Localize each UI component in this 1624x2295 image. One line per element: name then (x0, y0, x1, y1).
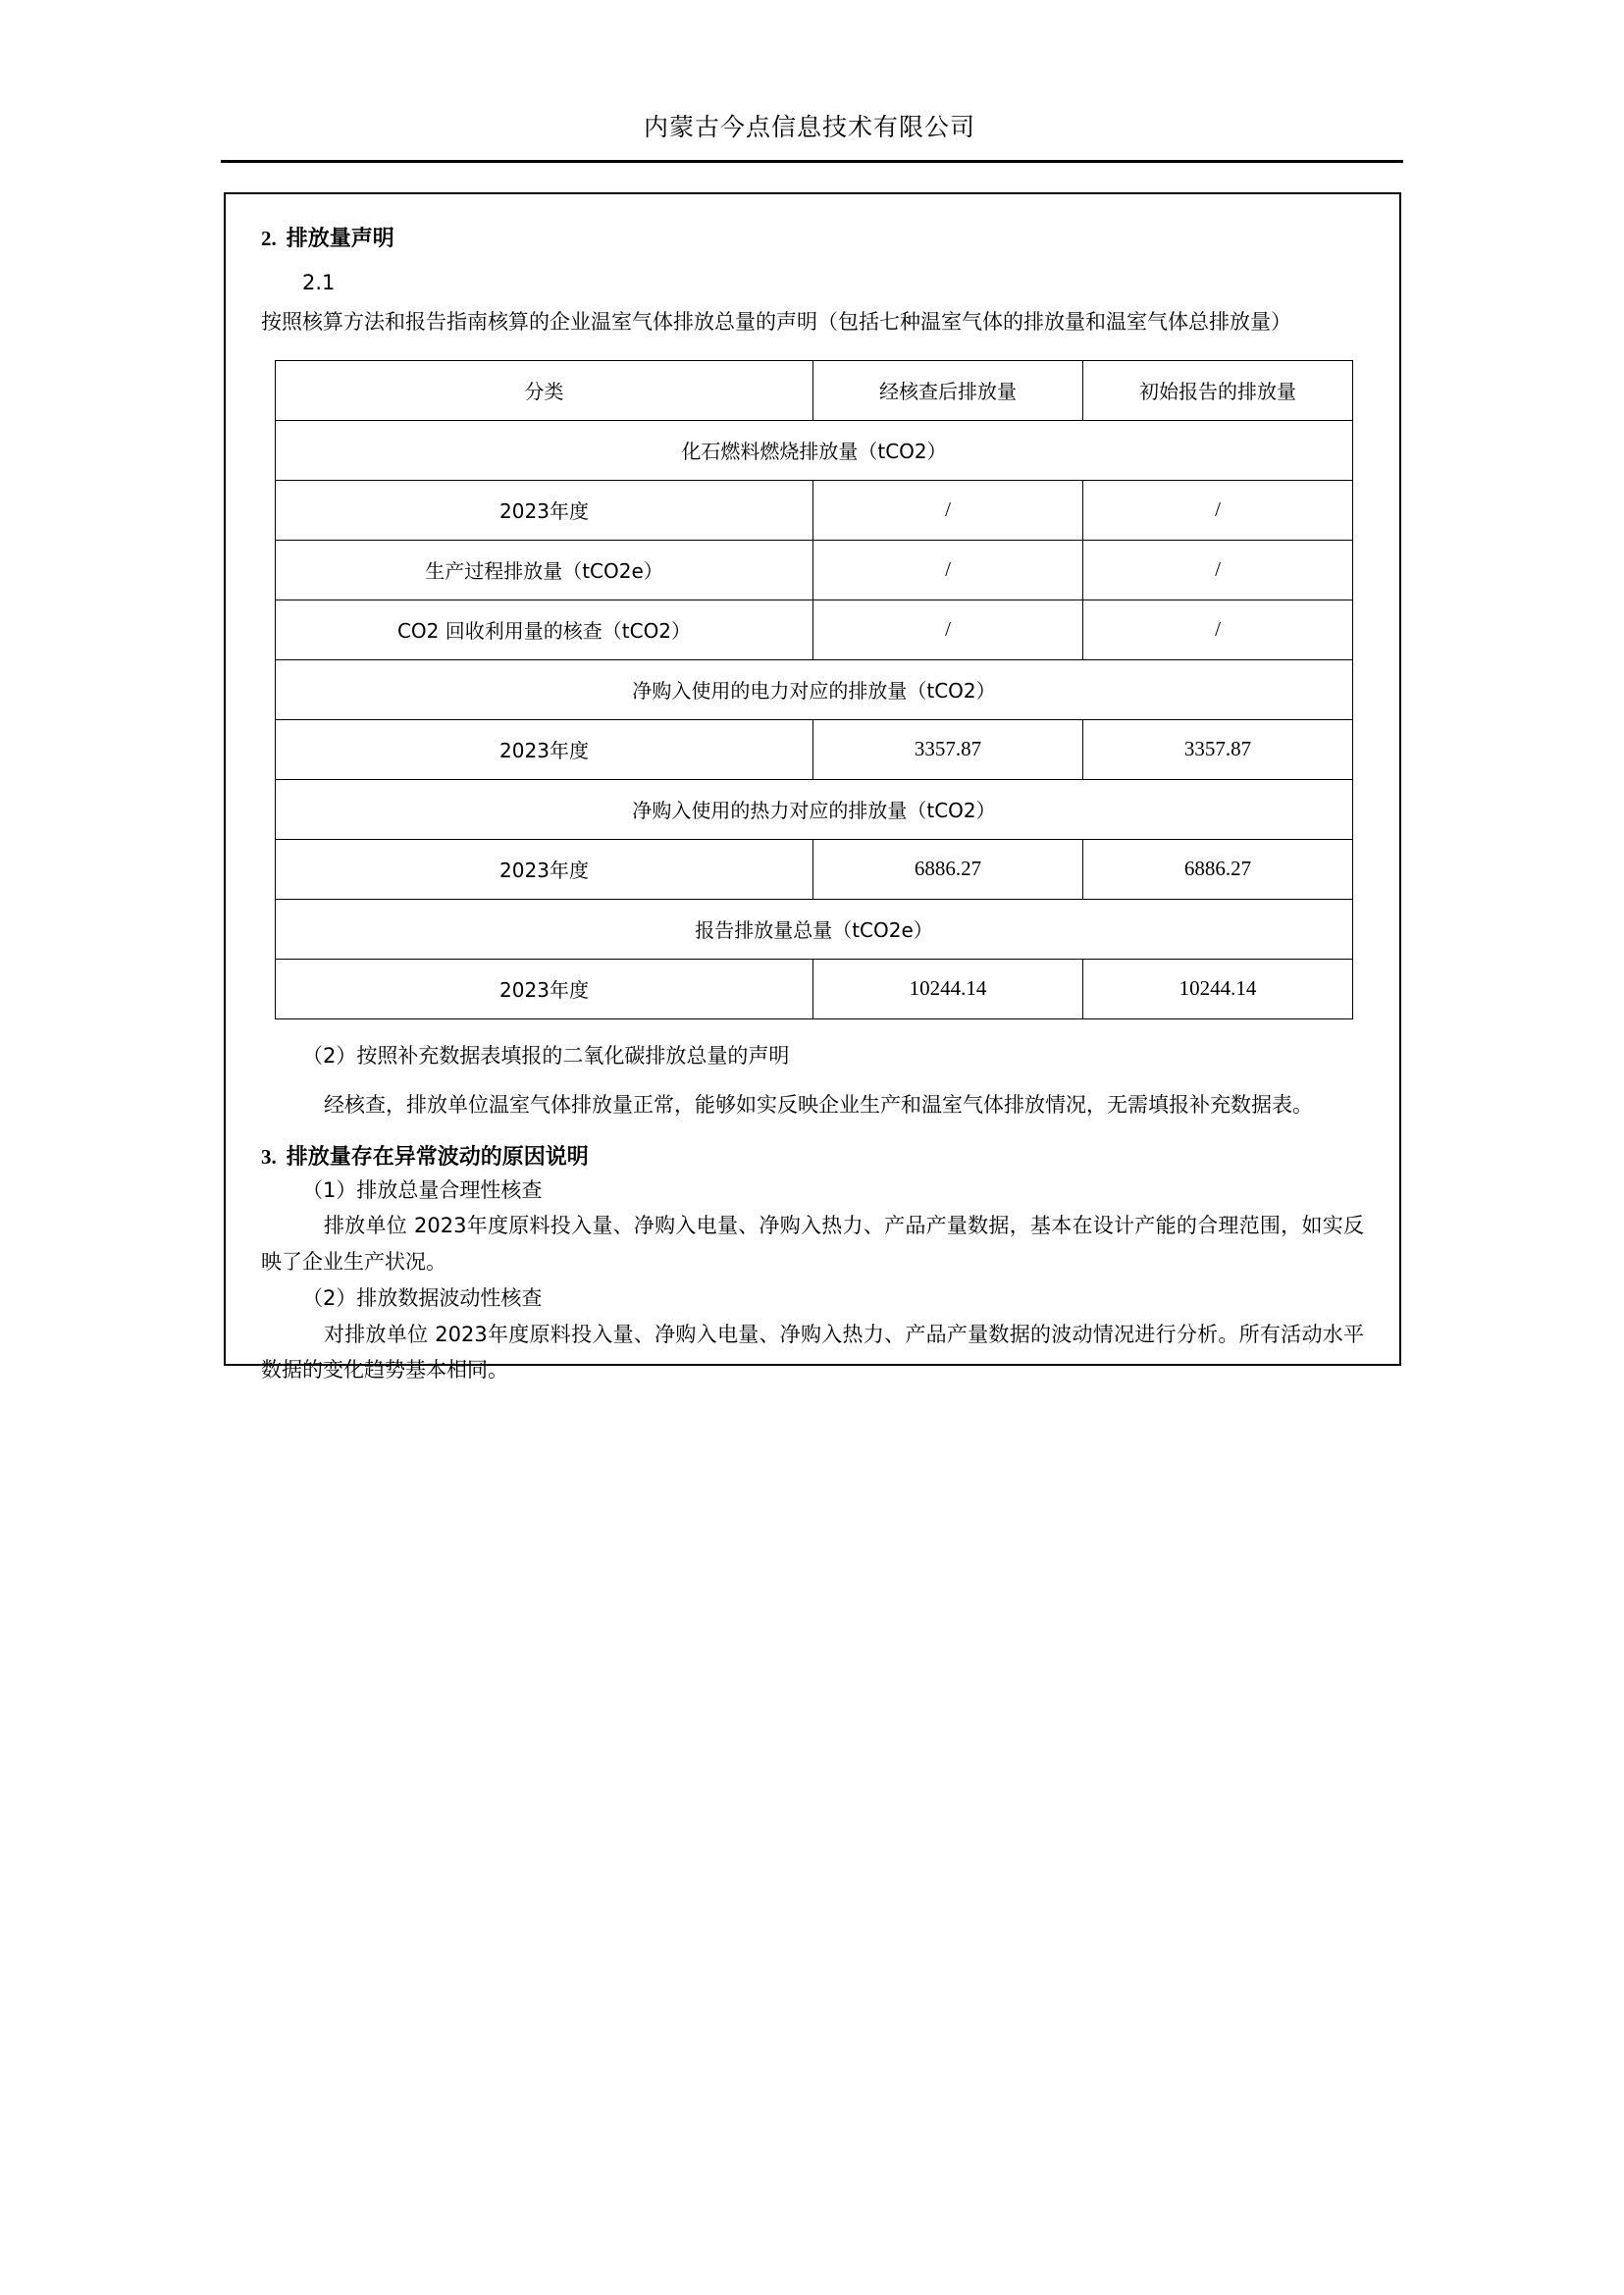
table-row (276, 480, 1353, 540)
table-row (276, 719, 1353, 779)
section-2-item2-body: 经核查，排放单位温室气体排放量正常，能够如实反映企业生产和温室气体排放情况，无需填报补充数据表。 (324, 1092, 1313, 1117)
table-group-label: 净购入使用的电力对应的排放量（tCO2） (276, 659, 1353, 719)
header-divider (221, 160, 1403, 163)
table-row (276, 600, 1353, 659)
section-2-1-paragraph (261, 264, 1364, 342)
table-header-initial: 初始报告的排放量 (1083, 360, 1353, 420)
table-cell-label: 2023年度 (276, 839, 813, 899)
table-row (276, 839, 1353, 899)
table-row (276, 540, 1353, 600)
section-3-heading (261, 1140, 1364, 1171)
table-row (276, 899, 1353, 959)
section-3-number: 3. (261, 1144, 277, 1169)
table-row (276, 959, 1353, 1018)
table-group-label: 化石燃料燃烧排放量（tCO2） (276, 420, 1353, 480)
section-3-item1-body: 排放单位 2023年度原料投入量、净购入电量、净购入热力、产品产量数据，基本在设计产能的合理范围，如实反映了企业生产状况。 (261, 1214, 1364, 1275)
table-cell-initial: / (1083, 480, 1353, 540)
section-2-1-number: 2.1 (302, 271, 336, 294)
table-row (276, 659, 1353, 719)
section-2-number: 2. (261, 227, 277, 250)
table-cell-verified: 3357.87 (813, 719, 1083, 779)
table-row (276, 420, 1353, 480)
table-cell-initial: / (1083, 600, 1353, 659)
table-row (276, 779, 1353, 839)
section-3-item1-title: （1）排放总量合理性核查 (302, 1177, 543, 1202)
table-cell-label: 2023年度 (276, 959, 813, 1018)
section-3-item2-body: 对排放单位 2023年度原料投入量、净购入电量、净购入热力、产品产量数据的波动情况进行分析。所有活动水平数据的变化趋势基本相同。 (261, 1322, 1364, 1382)
table-header-row (276, 360, 1353, 420)
table-header-category: 分类 (276, 360, 813, 420)
section-2-item2-title: （2）按照补充数据表填报的二氧化碳排放总量的声明 (302, 1043, 790, 1068)
section-2-heading (261, 222, 1364, 252)
section-2-1-text: 按照核算方法和报告指南核算的企业温室气体排放总量的声明（包括七种温室气体的排放量和温室气体总排放量） (261, 309, 1291, 334)
table-cell-verified: / (813, 600, 1083, 659)
section-3-item2-title: （2）排放数据波动性核查 (302, 1285, 543, 1310)
table-group-label: 报告排放量总量（tCO2e） (276, 899, 1353, 959)
table-cell-verified: / (813, 480, 1083, 540)
table-cell-verified: 6886.27 (813, 839, 1083, 899)
table-cell-label: 2023年度 (276, 480, 813, 540)
table-cell-initial: / (1083, 540, 1353, 600)
emissions-table (275, 360, 1353, 1019)
table-cell-initial: 6886.27 (1083, 839, 1353, 899)
table-cell-verified: / (813, 540, 1083, 600)
page-header-company: 内蒙古今点信息技术有限公司 (643, 113, 975, 141)
table-header-verified: 经核查后排放量 (813, 360, 1083, 420)
table-group-label: 净购入使用的热力对应的排放量（tCO2） (276, 779, 1353, 839)
table-cell-label: 2023年度 (276, 719, 813, 779)
table-cell-initial: 3357.87 (1083, 719, 1353, 779)
table-cell-label: 生产过程排放量（tCO2e） (276, 540, 813, 600)
section-2-title: 排放量声明 (286, 227, 394, 251)
table-cell-verified: 10244.14 (813, 959, 1083, 1018)
section-3-title: 排放量存在异常波动的原因说明 (286, 1144, 589, 1170)
table-cell-label: CO2 回收利用量的核查（tCO2） (276, 600, 813, 659)
content-frame (224, 192, 1401, 1382)
table-cell-initial: 10244.14 (1083, 959, 1353, 1018)
